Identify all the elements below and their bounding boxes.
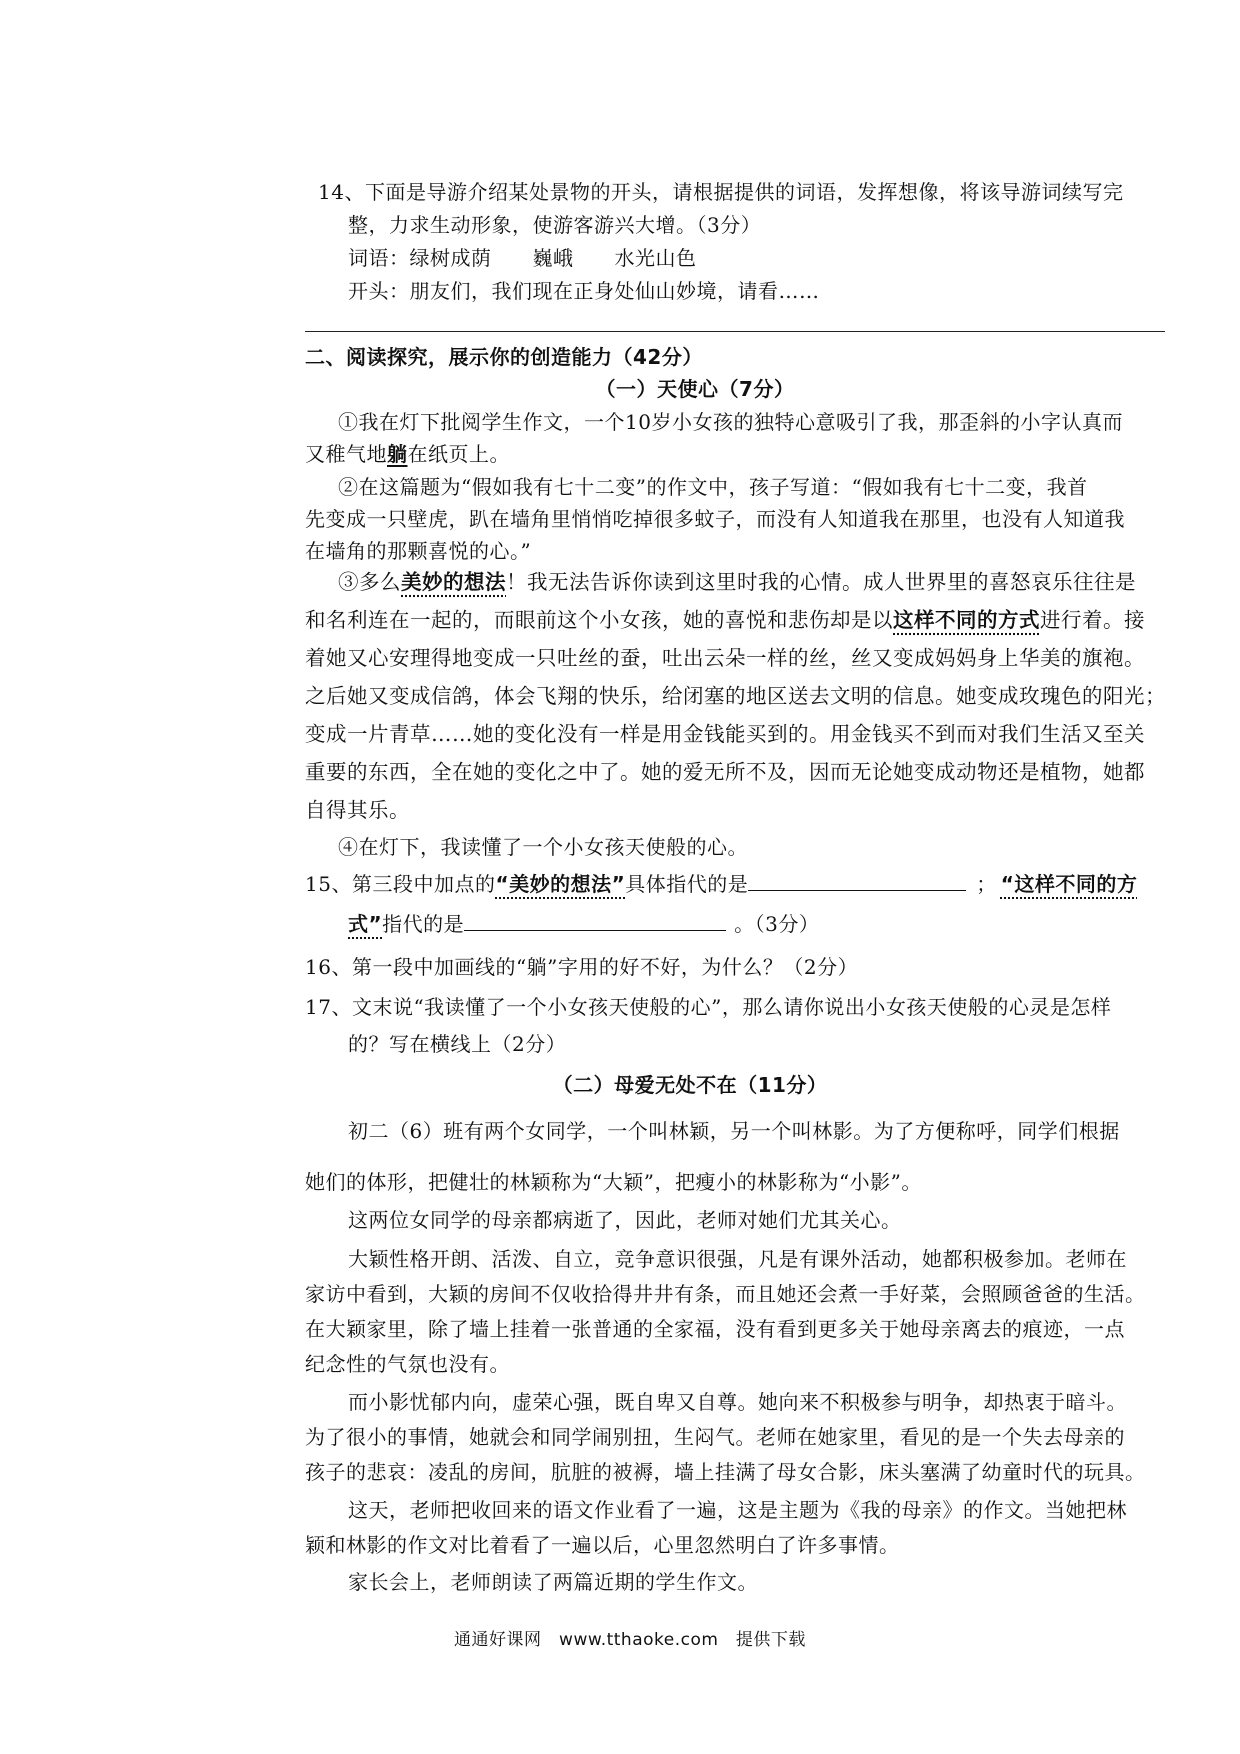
q15-quote-a: “美妙的想法” (495, 872, 626, 896)
underlined-word-tang: 躺 (387, 442, 408, 466)
q15-quote-b-end: 式” (348, 912, 383, 936)
p2-body-line10: 孩子的悲哀：凌乱的房间，肮脏的被褥，墙上挂满了母女合影，床头塞满了幼童时代的玩具。 (305, 1460, 1146, 1484)
p3-text-d: 进行着。接 (1040, 608, 1145, 632)
p2-body-line3: 这两位女同学的母亲都病逝了，因此，老师对她们尤其关心。 (348, 1208, 902, 1232)
p3-line6: 重要的东西，全在她的变化之中了。她的爱无所不及，因而无论她变成动物还是植物，她都 (305, 760, 1145, 784)
q17-line1: 17、文末说“我读懂了一个小女孩天使般的心”，那么请你说出小女孩天使般的心灵是怎样 (305, 995, 1112, 1019)
p1-line2 (305, 440, 510, 468)
q14-words: 词语：绿树成荫 巍峨 水光山色 (348, 246, 697, 270)
dotted-phrase-fangshi: 这样不同的方式 (893, 608, 1040, 632)
p2-body-line4: 大颖性格开朗、活泼、自立，竞争意识很强，凡是有课外活动，她都积极参加。老师在 (348, 1247, 1127, 1271)
p2-body-line11: 这天，老师把收回来的语文作业看了一遍，这是主题为《我的母亲》的作文。当她把林 (348, 1498, 1127, 1522)
q14-line2: 整，力求生动形象，使游客游兴大增。（3分） (348, 213, 762, 237)
section2-title: 二、阅读探究，展示你的创造能力（42分） (305, 345, 703, 369)
q15-semicolon: ； (976, 872, 997, 896)
p2-body-line5: 家访中看到，大颖的房间不仅收拾得井井有条，而且她还会煮一手好菜，会照顾爸爸的生活。 (305, 1282, 1146, 1306)
q17-line2: 的？写在横线上（2分） (348, 1032, 567, 1056)
q15-text-c: 具体指代的是 (625, 872, 749, 896)
p3-text-b: ！我无法告诉你读到这里时我的心情。成人世界里的喜怒哀乐往往是 (506, 570, 1136, 594)
q14-opening: 开头：朋友们，我们现在正身处仙山妙境，请看…… (348, 279, 820, 303)
dotted-phrase-meimiao: 美妙的想法 (401, 570, 506, 594)
q15-answer-blank-2[interactable] (464, 908, 726, 931)
p3-line3: 着她又心安理得地变成一只吐丝的蚕，吐出云朵一样的丝，丝又变成妈妈身上华美的旗袍。 (305, 646, 1145, 670)
p2-body-line12: 颖和林影的作文对比着看了一遍以后，心里忽然明白了许多事情。 (305, 1533, 900, 1557)
q15-points: 。（3分） (734, 912, 820, 936)
p3-line7: 自得其乐。 (305, 798, 410, 822)
p2-line1: ②在这篇题为“假如我有七十二变”的作文中，孩子写道：“假如我有七十二变，我首 (338, 475, 1088, 499)
passage2-title: （二）母爱无处不在（11分） (552, 1073, 828, 1097)
p3-line1 (338, 568, 1136, 596)
p1-line1: ①我在灯下批阅学生作文，一个10岁小女孩的独特心意吸引了我，那歪斜的小字认真而 (338, 410, 1123, 434)
p3-line5: 变成一片青草……她的变化没有一样是用金钱能买到的。用金钱买不到而对我们生活又至关 (305, 722, 1145, 746)
p4-line: ④在灯下，我读懂了一个小女孩天使般的心。 (338, 835, 748, 859)
p3-text-a: ③多么 (338, 570, 401, 594)
p3-text-c: 和名利连在一起的，而眼前这个小女孩，她的喜悦和悲伤却是以 (305, 608, 893, 632)
p2-body-line2: 她们的体形，把健壮的林颖称为“大颖”，把瘦小的林影称为“小影”。 (305, 1170, 922, 1194)
footer-credit: 通通好课网 www.tthaoke.com 提供下载 (454, 1630, 806, 1650)
p3-line2 (305, 606, 1145, 634)
p2-line3: 在墙角的那颗喜悦的心。” (305, 539, 532, 563)
p2-line2: 先变成一只壁虎，趴在墙角里悄悄吃掉很多蚊子，而没有人知道我在那里，也没有人知道我 (305, 507, 1125, 531)
q15-text-a: 15、第三段中加点的 (305, 872, 496, 896)
q15-line1 (305, 868, 1137, 898)
p1-text: 又稚气地 (305, 442, 387, 466)
p3-line4: 之后她又变成信鸽，体会飞翔的快乐，给闭塞的地区送去文明的信息。她变成玫瑰色的阳光； (305, 684, 1166, 708)
q14-line1: 14、下面是导游介绍某处景物的开头，请根据提供的词语，发挥想像，将该导游词续写完 (318, 180, 1124, 204)
section-divider (305, 331, 1165, 332)
q15-text-g: 指代的是 (382, 912, 465, 936)
passage1-title: （一）天使心（7分） (595, 377, 795, 401)
q15-line2 (348, 908, 819, 938)
q16-line: 16、第一段中加画线的“躺”字用的好不好，为什么？（2分） (305, 955, 859, 979)
p2-body-line6: 在大颖家里，除了墙上挂着一张普通的全家福，没有看到更多关于她母亲离去的痕迹，一点 (305, 1317, 1125, 1341)
p2-body-line7: 纪念性的气氛也没有。 (305, 1352, 510, 1376)
p2-body-line1: 初二（6）班有两个女同学，一个叫林颖，另一个叫林影。为了方便称呼，同学们根据 (348, 1119, 1120, 1143)
p2-body-line9: 为了很小的事情，她就会和同学闹别扭，生闷气。老师在她家里，看见的是一个失去母亲的 (305, 1425, 1125, 1449)
p2-body-line8: 而小影忧郁内向，虚荣心强，既自卑又自尊。她向来不积极参与明争，却热衷于暗斗。 (348, 1390, 1127, 1414)
q15-answer-blank-1[interactable] (748, 868, 966, 891)
p2-body-line13: 家长会上，老师朗读了两篇近期的学生作文。 (348, 1570, 758, 1594)
p1-text-end: 在纸页上。 (407, 442, 510, 466)
q15-quote-b: “这样不同的方 (1000, 872, 1138, 896)
